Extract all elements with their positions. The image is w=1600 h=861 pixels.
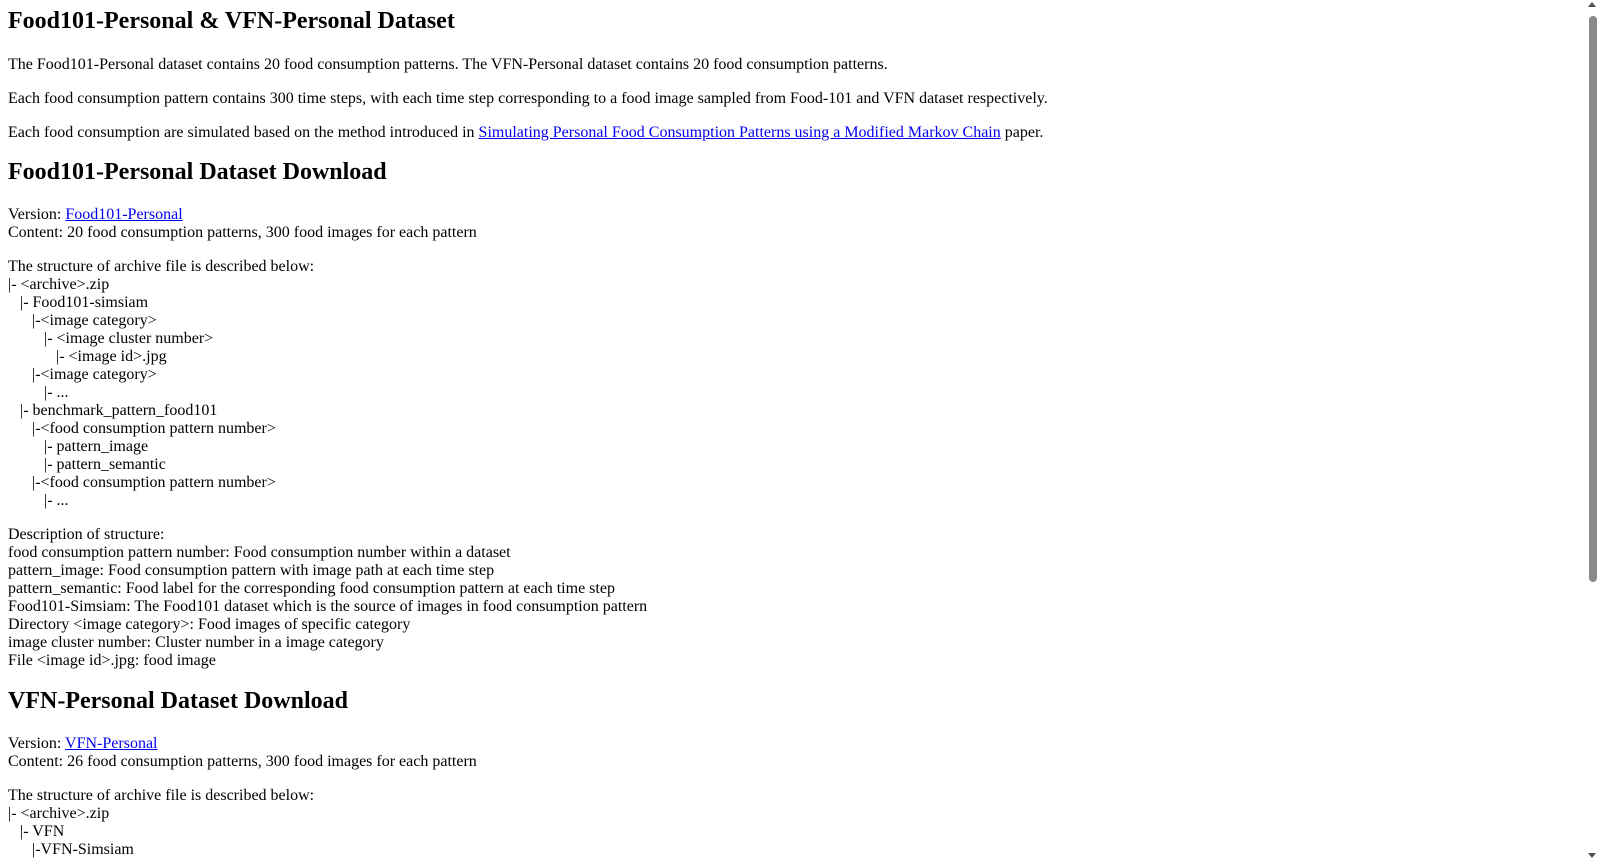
tree-line: |- VFN: [8, 823, 65, 840]
intro-paragraph-1: The Food101-Personal dataset contains 20 food consumption patterns. The VFN-Personal dataset contains 20 food consumption patterns.: [8, 56, 888, 73]
paper-link[interactable]: Simulating Personal Food Consumption Patterns using a Modified Markov Chain: [478, 124, 1001, 141]
tree-line: |- ...: [8, 492, 69, 509]
description-line: food consumption pattern number: Food consumption number within a dataset: [8, 544, 511, 561]
tree-line: |-<image category>: [8, 366, 157, 383]
vfn-version: [8, 735, 1568, 771]
tree-line: |- <image cluster number>: [8, 330, 214, 347]
tree-line: |-<image category>: [8, 312, 157, 329]
intro-paragraph-3: [8, 124, 1568, 142]
food101-download-link[interactable]: Food101-Personal: [65, 206, 183, 223]
vfn-section-heading: VFN-Personal Dataset Download: [8, 688, 348, 714]
tree-line: |- ...: [8, 384, 69, 401]
tree-line: |- <archive>.zip: [8, 276, 110, 293]
tree-line: |-<food consumption pattern number>: [8, 474, 276, 491]
food101-structure-intro: The structure of archive file is described below:: [8, 258, 315, 275]
vfn-structure: [8, 787, 1568, 859]
scroll-thumb[interactable]: [1589, 16, 1597, 582]
food101-description: [8, 526, 1568, 670]
scroll-down-arrow-icon[interactable]: [1588, 853, 1596, 858]
tree-line: |-VFN-Simsiam: [8, 841, 134, 858]
vfn-structure-intro: The structure of archive file is described below:: [8, 787, 315, 804]
page-title: Food101-Personal & VFN-Personal Dataset: [8, 8, 455, 34]
food101-structure: [8, 258, 1568, 510]
description-line: pattern_image: Food consumption pattern with image path at each time step: [8, 562, 495, 579]
page-content: [8, 0, 1568, 859]
description-line: image cluster number: Cluster number in a image category: [8, 634, 384, 651]
food101-version-label: Version:: [8, 206, 66, 223]
food101-version: [8, 206, 1568, 242]
tree-line: |- Food101-simsiam: [8, 294, 149, 311]
vfn-content: Content: 26 food consumption patterns, 300 food images for each pattern: [8, 753, 477, 770]
vfn-version-label: Version:: [8, 735, 66, 752]
tree-line: |- pattern_image: [8, 438, 149, 455]
description-line: File <image id>.jpg: food image: [8, 652, 216, 669]
vertical-scrollbar[interactable]: [1585, 0, 1600, 861]
tree-line: |- <image id>.jpg: [8, 348, 167, 365]
description-line: pattern_semantic: Food label for the corresponding food consumption pattern at each time step: [8, 580, 615, 597]
food101-description-intro: Description of structure:: [8, 526, 165, 543]
tree-line: |-<food consumption pattern number>: [8, 420, 276, 437]
intro-paragraph-2: Each food consumption pattern contains 300 time steps, with each time step corresponding to a food image sampled from Food-101 and VFN dataset respectively.: [8, 90, 1048, 107]
food101-section-heading: Food101-Personal Dataset Download: [8, 159, 387, 185]
intro-paragraph-3-suffix: paper.: [1000, 124, 1044, 141]
description-line: Food101-Simsiam: The Food101 dataset which is the source of images in food consumption pattern: [8, 598, 648, 615]
tree-line: |- pattern_semantic: [8, 456, 166, 473]
scroll-up-arrow-icon[interactable]: [1588, 2, 1596, 7]
tree-line: |- benchmark_pattern_food101: [8, 402, 218, 419]
intro-paragraph-3-prefix: Each food consumption are simulated based on the method introduced in: [8, 124, 479, 141]
vfn-download-link[interactable]: VFN-Personal: [65, 735, 158, 752]
food101-content: Content: 20 food consumption patterns, 300 food images for each pattern: [8, 224, 477, 241]
description-line: Directory <image category>: Food images of specific category: [8, 616, 411, 633]
tree-line: |- <archive>.zip: [8, 805, 110, 822]
